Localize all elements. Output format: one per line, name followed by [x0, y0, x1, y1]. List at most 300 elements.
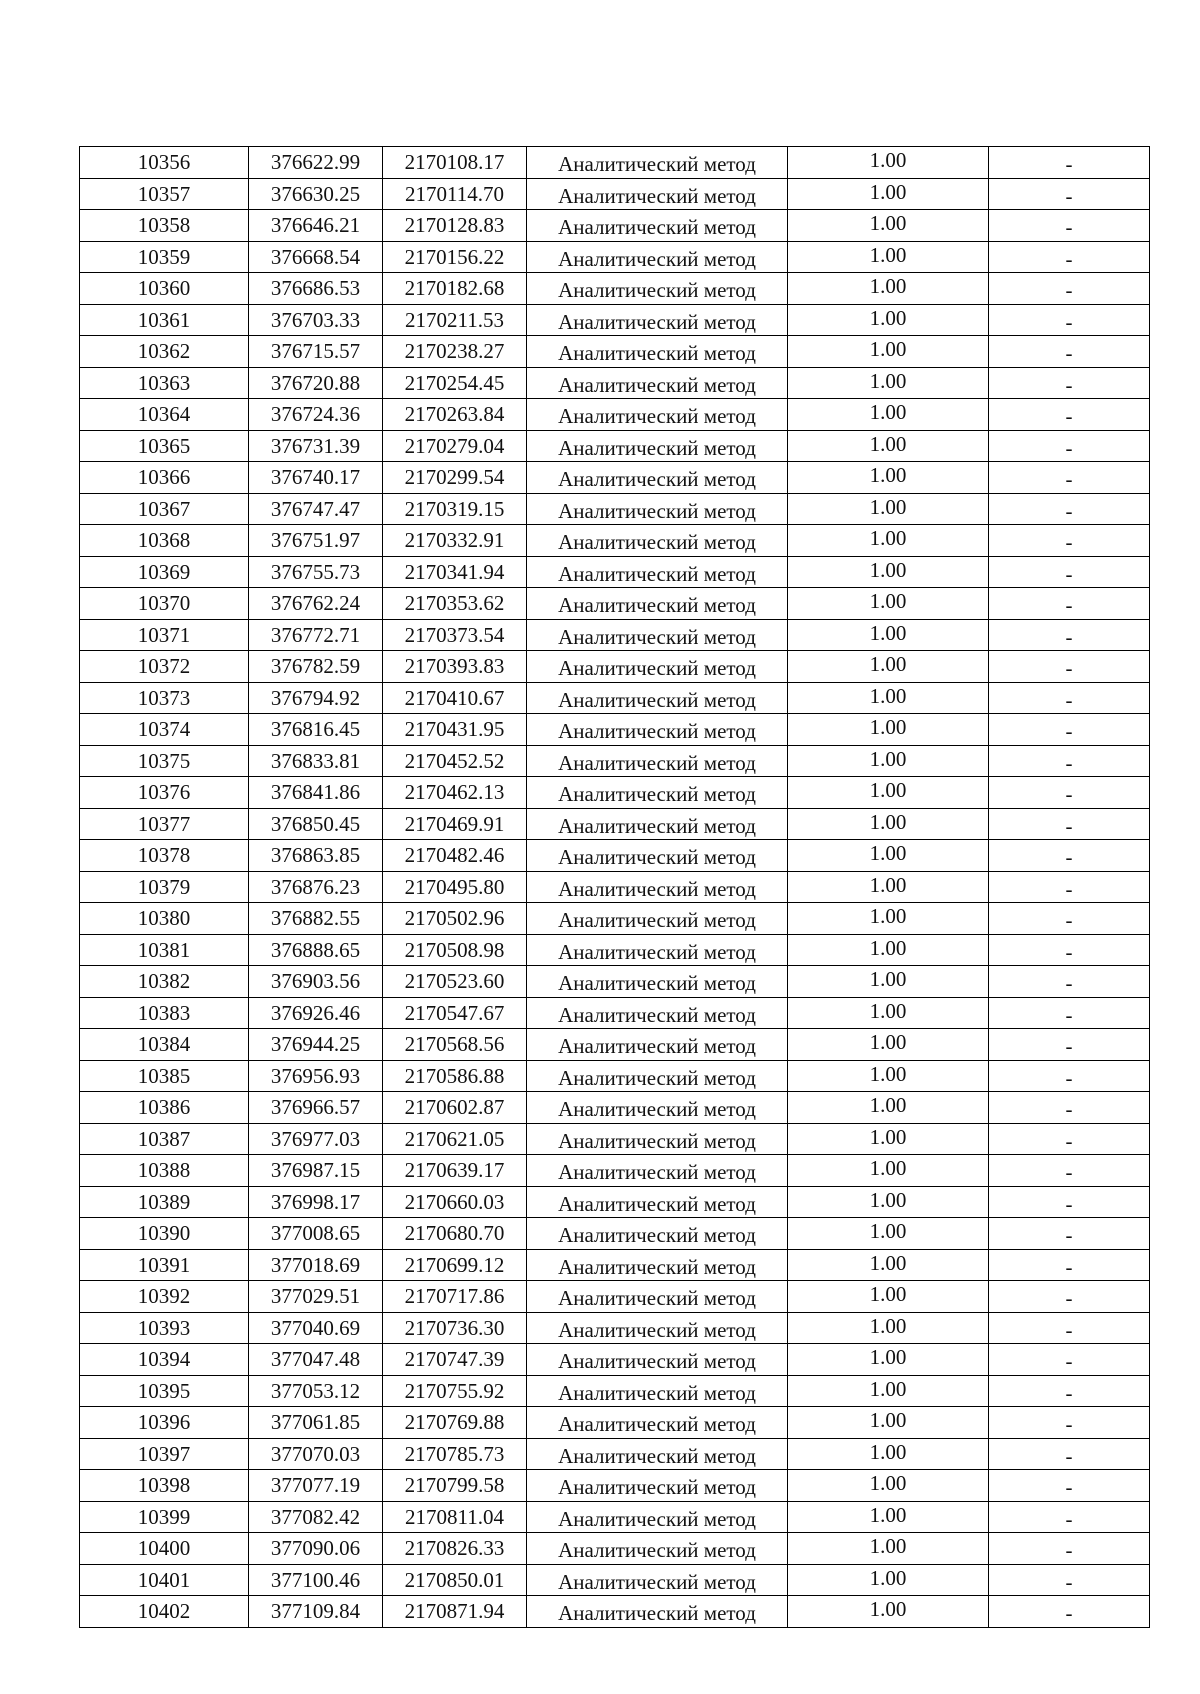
point-number-text: 10395 [137, 1378, 191, 1403]
note-text: - [1065, 750, 1073, 775]
point-number-cell [80, 1344, 249, 1376]
point-number-text: 10384 [137, 1032, 191, 1057]
method-text: Аналитический метод [558, 1349, 756, 1374]
x-coordinate-cell [249, 808, 383, 840]
accuracy-text: 1.00 [869, 148, 907, 173]
point-number-text: 10398 [137, 1473, 191, 1498]
method-text: Аналитический метод [558, 1034, 756, 1059]
method-text: Аналитический метод [558, 750, 756, 775]
x-coordinate-text: 376668.54 [270, 244, 361, 269]
table-row [80, 1060, 1150, 1092]
accuracy-cell [788, 525, 989, 557]
note-text: - [1065, 719, 1073, 744]
y-coordinate-text: 2170639.17 [404, 1158, 505, 1183]
note-text: - [1065, 341, 1073, 366]
point-number-cell [80, 273, 249, 305]
y-coordinate-text: 2170128.83 [404, 213, 505, 238]
x-coordinate-text: 376720.88 [270, 370, 361, 395]
x-coordinate-cell [249, 147, 383, 179]
y-coordinate-cell [383, 1281, 527, 1313]
y-coordinate-text: 2170108.17 [404, 150, 505, 175]
note-cell [989, 840, 1150, 872]
point-number-text: 10383 [137, 1000, 191, 1025]
accuracy-text: 1.00 [869, 1093, 907, 1118]
y-coordinate-cell [383, 1155, 527, 1187]
y-coordinate-cell [383, 1470, 527, 1502]
accuracy-text: 1.00 [869, 1282, 907, 1307]
table-row [80, 1375, 1150, 1407]
accuracy-text: 1.00 [869, 746, 907, 771]
accuracy-text: 1.00 [869, 1030, 907, 1055]
table-row [80, 1312, 1150, 1344]
table-row [80, 304, 1150, 336]
x-coordinate-text: 376888.65 [270, 937, 361, 962]
method-text: Аналитический метод [558, 1002, 756, 1027]
method-text: Аналитический метод [558, 1443, 756, 1468]
method-text: Аналитический метод [558, 341, 756, 366]
method-text: Аналитический метод [558, 1601, 756, 1626]
point-number-text: 10376 [137, 780, 191, 805]
y-coordinate-text: 2170717.86 [404, 1284, 505, 1309]
table-row [80, 1123, 1150, 1155]
table-row [80, 840, 1150, 872]
accuracy-text: 1.00 [869, 683, 907, 708]
table-row [80, 1407, 1150, 1439]
x-coordinate-cell [249, 997, 383, 1029]
point-number-text: 10358 [137, 213, 191, 238]
table-row [80, 1029, 1150, 1061]
note-cell [989, 493, 1150, 525]
note-text: - [1065, 1475, 1073, 1500]
y-coordinate-cell [383, 1060, 527, 1092]
point-number-text: 10375 [137, 748, 191, 773]
x-coordinate-cell [249, 714, 383, 746]
y-coordinate-text: 2170299.54 [404, 465, 505, 490]
note-text: - [1065, 1443, 1073, 1468]
table-row [80, 619, 1150, 651]
table-row [80, 682, 1150, 714]
accuracy-text: 1.00 [869, 1376, 907, 1401]
x-coordinate-text: 376977.03 [270, 1126, 361, 1151]
accuracy-cell [788, 840, 989, 872]
y-coordinate-text: 2170211.53 [405, 307, 504, 332]
x-coordinate-cell [249, 619, 383, 651]
table-row [80, 462, 1150, 494]
point-number-text: 10396 [137, 1410, 191, 1435]
note-cell [989, 1281, 1150, 1313]
accuracy-text: 1.00 [869, 242, 907, 267]
method-cell [527, 1407, 788, 1439]
note-text: - [1065, 1349, 1073, 1374]
note-text: - [1065, 1380, 1073, 1405]
y-coordinate-cell [383, 1407, 527, 1439]
x-coordinate-cell [249, 1375, 383, 1407]
method-cell [527, 714, 788, 746]
y-coordinate-text: 2170373.54 [404, 622, 505, 647]
note-cell [989, 1470, 1150, 1502]
accuracy-cell [788, 1470, 989, 1502]
note-cell [989, 1186, 1150, 1218]
method-cell [527, 1344, 788, 1376]
method-cell [527, 1155, 788, 1187]
y-coordinate-cell [383, 1438, 527, 1470]
x-coordinate-cell [249, 903, 383, 935]
point-number-text: 10388 [137, 1158, 191, 1183]
method-cell [527, 966, 788, 998]
note-text: - [1065, 530, 1073, 555]
note-text: - [1065, 498, 1073, 523]
y-coordinate-cell [383, 493, 527, 525]
x-coordinate-text: 377070.03 [270, 1441, 361, 1466]
point-number-cell [80, 1092, 249, 1124]
accuracy-cell [788, 1281, 989, 1313]
x-coordinate-cell [249, 1249, 383, 1281]
point-number-text: 10390 [137, 1221, 191, 1246]
point-number-text: 10365 [137, 433, 191, 458]
method-text: Аналитический метод [558, 215, 756, 240]
table-body [80, 147, 1150, 1628]
table-row [80, 273, 1150, 305]
method-text: Аналитический метод [558, 183, 756, 208]
point-number-cell [80, 1470, 249, 1502]
table-row [80, 745, 1150, 777]
x-coordinate-text: 376816.45 [270, 717, 361, 742]
x-coordinate-text: 376882.55 [270, 906, 361, 931]
y-coordinate-cell [383, 903, 527, 935]
point-number-text: 10360 [137, 276, 191, 301]
method-cell [527, 777, 788, 809]
table-row [80, 493, 1150, 525]
x-coordinate-cell [249, 1407, 383, 1439]
note-cell [989, 462, 1150, 494]
point-number-cell [80, 619, 249, 651]
table-row [80, 966, 1150, 998]
x-coordinate-cell [249, 462, 383, 494]
note-text: - [1065, 1412, 1073, 1437]
note-cell [989, 1564, 1150, 1596]
method-cell [527, 1249, 788, 1281]
accuracy-text: 1.00 [869, 1345, 907, 1370]
x-coordinate-text: 376794.92 [270, 685, 361, 710]
method-text: Аналитический метод [558, 908, 756, 933]
point-number-text: 10392 [137, 1284, 191, 1309]
accuracy-text: 1.00 [869, 778, 907, 803]
point-number-cell [80, 777, 249, 809]
accuracy-text: 1.00 [869, 1219, 907, 1244]
accuracy-cell [788, 651, 989, 683]
point-number-text: 10399 [137, 1504, 191, 1529]
table-row [80, 147, 1150, 179]
note-text: - [1065, 1506, 1073, 1531]
point-number-cell [80, 1375, 249, 1407]
point-number-text: 10379 [137, 874, 191, 899]
y-coordinate-cell [383, 367, 527, 399]
x-coordinate-cell [249, 367, 383, 399]
point-number-text: 10394 [137, 1347, 191, 1372]
note-text: - [1065, 813, 1073, 838]
accuracy-cell [788, 682, 989, 714]
note-cell [989, 966, 1150, 998]
method-cell [527, 997, 788, 1029]
x-coordinate-cell [249, 241, 383, 273]
accuracy-text: 1.00 [869, 337, 907, 362]
point-number-cell [80, 1312, 249, 1344]
accuracy-cell [788, 430, 989, 462]
method-cell [527, 462, 788, 494]
y-coordinate-text: 2170699.12 [404, 1252, 505, 1277]
accuracy-text: 1.00 [869, 1250, 907, 1275]
note-text: - [1065, 1286, 1073, 1311]
method-text: Аналитический метод [558, 1475, 756, 1500]
y-coordinate-cell [383, 1375, 527, 1407]
point-number-text: 10371 [137, 622, 191, 647]
y-coordinate-text: 2170502.96 [404, 906, 505, 931]
x-coordinate-cell [249, 1501, 383, 1533]
note-cell [989, 1123, 1150, 1155]
x-coordinate-cell [249, 588, 383, 620]
note-text: - [1065, 845, 1073, 870]
table-row [80, 1155, 1150, 1187]
note-text: - [1065, 1097, 1073, 1122]
method-text: Аналитический метод [558, 1506, 756, 1531]
point-number-text: 10361 [137, 307, 191, 332]
y-coordinate-text: 2170523.60 [404, 969, 505, 994]
note-cell [989, 399, 1150, 431]
x-coordinate-text: 376751.97 [270, 528, 361, 553]
y-coordinate-text: 2170826.33 [404, 1536, 505, 1561]
coordinates-table [79, 146, 1150, 1628]
table-row [80, 808, 1150, 840]
y-coordinate-text: 2170586.88 [404, 1063, 505, 1088]
x-coordinate-text: 376747.47 [270, 496, 361, 521]
x-coordinate-cell [249, 1564, 383, 1596]
accuracy-cell [788, 336, 989, 368]
y-coordinate-text: 2170469.91 [404, 811, 505, 836]
method-cell [527, 1470, 788, 1502]
y-coordinate-text: 2170410.67 [404, 685, 505, 710]
x-coordinate-text: 376833.81 [270, 748, 361, 773]
accuracy-text: 1.00 [869, 1313, 907, 1338]
x-coordinate-cell [249, 682, 383, 714]
table-row [80, 651, 1150, 683]
y-coordinate-cell [383, 840, 527, 872]
point-number-text: 10391 [137, 1252, 191, 1277]
y-coordinate-cell [383, 525, 527, 557]
y-coordinate-text: 2170495.80 [404, 874, 505, 899]
point-number-cell [80, 367, 249, 399]
accuracy-text: 1.00 [869, 368, 907, 393]
accuracy-text: 1.00 [869, 1439, 907, 1464]
point-number-text: 10359 [137, 244, 191, 269]
method-text: Аналитический метод [558, 624, 756, 649]
table-row [80, 714, 1150, 746]
y-coordinate-text: 2170156.22 [404, 244, 505, 269]
table-row [80, 178, 1150, 210]
method-cell [527, 336, 788, 368]
y-coordinate-text: 2170279.04 [404, 433, 505, 458]
accuracy-cell [788, 808, 989, 840]
accuracy-text: 1.00 [869, 1502, 907, 1527]
y-coordinate-text: 2170568.56 [404, 1032, 505, 1057]
method-cell [527, 682, 788, 714]
accuracy-cell [788, 1501, 989, 1533]
point-number-cell [80, 525, 249, 557]
method-text: Аналитический метод [558, 1223, 756, 1248]
table-row [80, 1186, 1150, 1218]
note-text: - [1065, 467, 1073, 492]
accuracy-text: 1.00 [869, 526, 907, 551]
note-text: - [1065, 309, 1073, 334]
point-number-cell [80, 1218, 249, 1250]
y-coordinate-cell [383, 178, 527, 210]
x-coordinate-cell [249, 1344, 383, 1376]
note-text: - [1065, 939, 1073, 964]
table-row [80, 1533, 1150, 1565]
accuracy-cell [788, 304, 989, 336]
note-cell [989, 1533, 1150, 1565]
x-coordinate-text: 376646.21 [270, 213, 361, 238]
point-number-text: 10380 [137, 906, 191, 931]
method-text: Аналитический метод [558, 719, 756, 744]
note-cell [989, 1407, 1150, 1439]
accuracy-cell [788, 1060, 989, 1092]
note-cell [989, 1060, 1150, 1092]
accuracy-text: 1.00 [869, 589, 907, 614]
y-coordinate-cell [383, 1344, 527, 1376]
note-text: - [1065, 435, 1073, 460]
table-row [80, 1501, 1150, 1533]
method-text: Аналитический метод [558, 404, 756, 429]
point-number-cell [80, 588, 249, 620]
method-cell [527, 1186, 788, 1218]
y-coordinate-text: 2170238.27 [404, 339, 505, 364]
accuracy-text: 1.00 [869, 211, 907, 236]
x-coordinate-cell [249, 651, 383, 683]
y-coordinate-text: 2170799.58 [404, 1473, 505, 1498]
accuracy-text: 1.00 [869, 1565, 907, 1590]
accuracy-cell [788, 1564, 989, 1596]
note-text: - [1065, 1065, 1073, 1090]
x-coordinate-cell [249, 1123, 383, 1155]
method-text: Аналитический метод [558, 1412, 756, 1437]
x-coordinate-text: 377040.69 [270, 1315, 361, 1340]
accuracy-text: 1.00 [869, 400, 907, 425]
x-coordinate-cell [249, 1060, 383, 1092]
accuracy-text: 1.00 [869, 1061, 907, 1086]
y-coordinate-cell [383, 399, 527, 431]
x-coordinate-text: 377077.19 [270, 1473, 361, 1498]
point-number-cell [80, 1501, 249, 1533]
accuracy-cell [788, 1249, 989, 1281]
y-coordinate-text: 2170621.05 [404, 1126, 505, 1151]
note-cell [989, 1249, 1150, 1281]
x-coordinate-cell [249, 493, 383, 525]
method-text: Аналитический метод [558, 530, 756, 555]
method-cell [527, 430, 788, 462]
method-text: Аналитический метод [558, 656, 756, 681]
accuracy-cell [788, 147, 989, 179]
y-coordinate-text: 2170263.84 [404, 402, 505, 427]
method-text: Аналитический метод [558, 435, 756, 460]
y-coordinate-text: 2170785.73 [404, 1441, 505, 1466]
point-number-text: 10370 [137, 591, 191, 616]
y-coordinate-text: 2170353.62 [404, 591, 505, 616]
point-number-cell [80, 1186, 249, 1218]
y-coordinate-cell [383, 1123, 527, 1155]
y-coordinate-text: 2170747.39 [404, 1347, 505, 1372]
x-coordinate-text: 376876.23 [270, 874, 361, 899]
method-cell [527, 178, 788, 210]
note-cell [989, 682, 1150, 714]
note-cell [989, 1092, 1150, 1124]
point-number-text: 10393 [137, 1315, 191, 1340]
y-coordinate-text: 2170755.92 [404, 1378, 505, 1403]
accuracy-text: 1.00 [869, 557, 907, 582]
note-cell [989, 336, 1150, 368]
note-cell [989, 588, 1150, 620]
method-text: Аналитический метод [558, 1128, 756, 1153]
method-cell [527, 1123, 788, 1155]
x-coordinate-text: 376841.86 [270, 780, 361, 805]
method-text: Аналитический метод [558, 152, 756, 177]
note-text: - [1065, 876, 1073, 901]
x-coordinate-text: 376926.46 [270, 1000, 361, 1025]
method-text: Аналитический метод [558, 309, 756, 334]
accuracy-text: 1.00 [869, 1534, 907, 1559]
point-number-text: 10397 [137, 1441, 191, 1466]
point-number-cell [80, 210, 249, 242]
point-number-cell [80, 934, 249, 966]
table-row [80, 1281, 1150, 1313]
point-number-cell [80, 336, 249, 368]
x-coordinate-text: 376944.25 [270, 1032, 361, 1057]
x-coordinate-cell [249, 1092, 383, 1124]
note-cell [989, 808, 1150, 840]
note-cell [989, 619, 1150, 651]
method-text: Аналитический метод [558, 1380, 756, 1405]
x-coordinate-text: 376998.17 [270, 1189, 361, 1214]
y-coordinate-text: 2170811.04 [405, 1504, 504, 1529]
x-coordinate-cell [249, 934, 383, 966]
note-text: - [1065, 404, 1073, 429]
method-cell [527, 1060, 788, 1092]
point-number-cell [80, 1438, 249, 1470]
method-cell [527, 367, 788, 399]
x-coordinate-cell [249, 1218, 383, 1250]
accuracy-cell [788, 1407, 989, 1439]
method-cell [527, 871, 788, 903]
point-number-cell [80, 1155, 249, 1187]
note-text: - [1065, 152, 1073, 177]
point-number-text: 10402 [137, 1599, 191, 1624]
x-coordinate-text: 376762.24 [270, 591, 361, 616]
note-cell [989, 903, 1150, 935]
note-text: - [1065, 561, 1073, 586]
x-coordinate-cell [249, 399, 383, 431]
x-coordinate-text: 376715.57 [270, 339, 361, 364]
note-text: - [1065, 1034, 1073, 1059]
point-number-text: 10363 [137, 370, 191, 395]
x-coordinate-text: 377008.65 [270, 1221, 361, 1246]
point-number-text: 10369 [137, 559, 191, 584]
accuracy-text: 1.00 [869, 809, 907, 834]
point-number-cell [80, 903, 249, 935]
method-cell [527, 1218, 788, 1250]
method-text: Аналитический метод [558, 813, 756, 838]
point-number-cell [80, 745, 249, 777]
table-row [80, 1596, 1150, 1628]
note-cell [989, 777, 1150, 809]
